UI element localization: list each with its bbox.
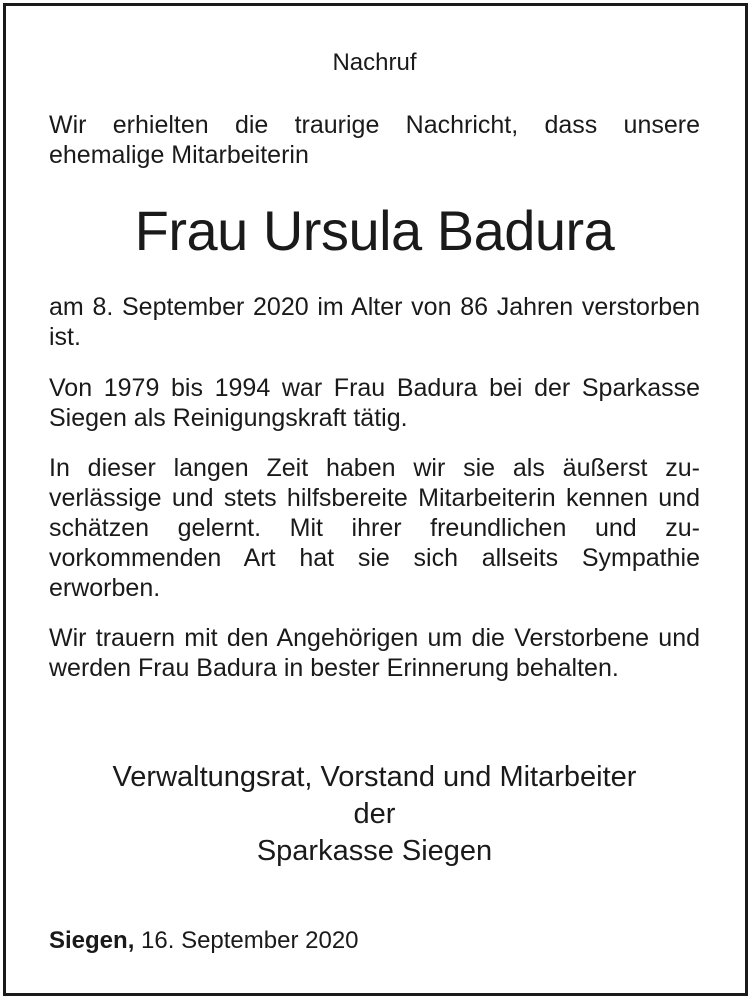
deceased-name: Frau Ursula Badura (134, 199, 615, 262)
signature-line-2: der (353, 798, 396, 830)
signature-line-1: Verwaltungsrat, Vorstand und Mitarbeiter (112, 761, 637, 793)
date: 16. September 2020 (141, 927, 359, 954)
paragraph-employment: Von 1979 bis 1994 war Frau Badura bei der Sparkasse Siegen als Reinigungskraft tätig. (49, 374, 700, 432)
place: Siegen, (49, 927, 135, 954)
signature-line-3: Sparkasse Siegen (256, 835, 493, 867)
paragraph-mourning: Wir trauern mit den Angehörigen um die Verstorbene und werden Frau Badura in bester Erinnerung behalten. (49, 624, 700, 682)
paragraph-death-date: am 8. September 2020 im Alter von 86 Jahren verstorben ist. (49, 293, 700, 351)
paragraph-appreciation: In dieser langen Zeit haben wir sie als äußerst zuverlässige und stets hilfsbereite Mitarbeiterin kennen und schätzen gelernt. Mit ihrer freundlichen und zuvorkommenden Art hat sie sich allseits Sympathie erworben. (49, 454, 700, 602)
place-date (49, 926, 359, 956)
notice-heading: Nachruf (332, 49, 417, 76)
intro-text: Wir erhielten die traurige Nachricht, dass unsere ehemalige Mitarbeiterin (49, 111, 700, 169)
signature-block (49, 759, 700, 870)
